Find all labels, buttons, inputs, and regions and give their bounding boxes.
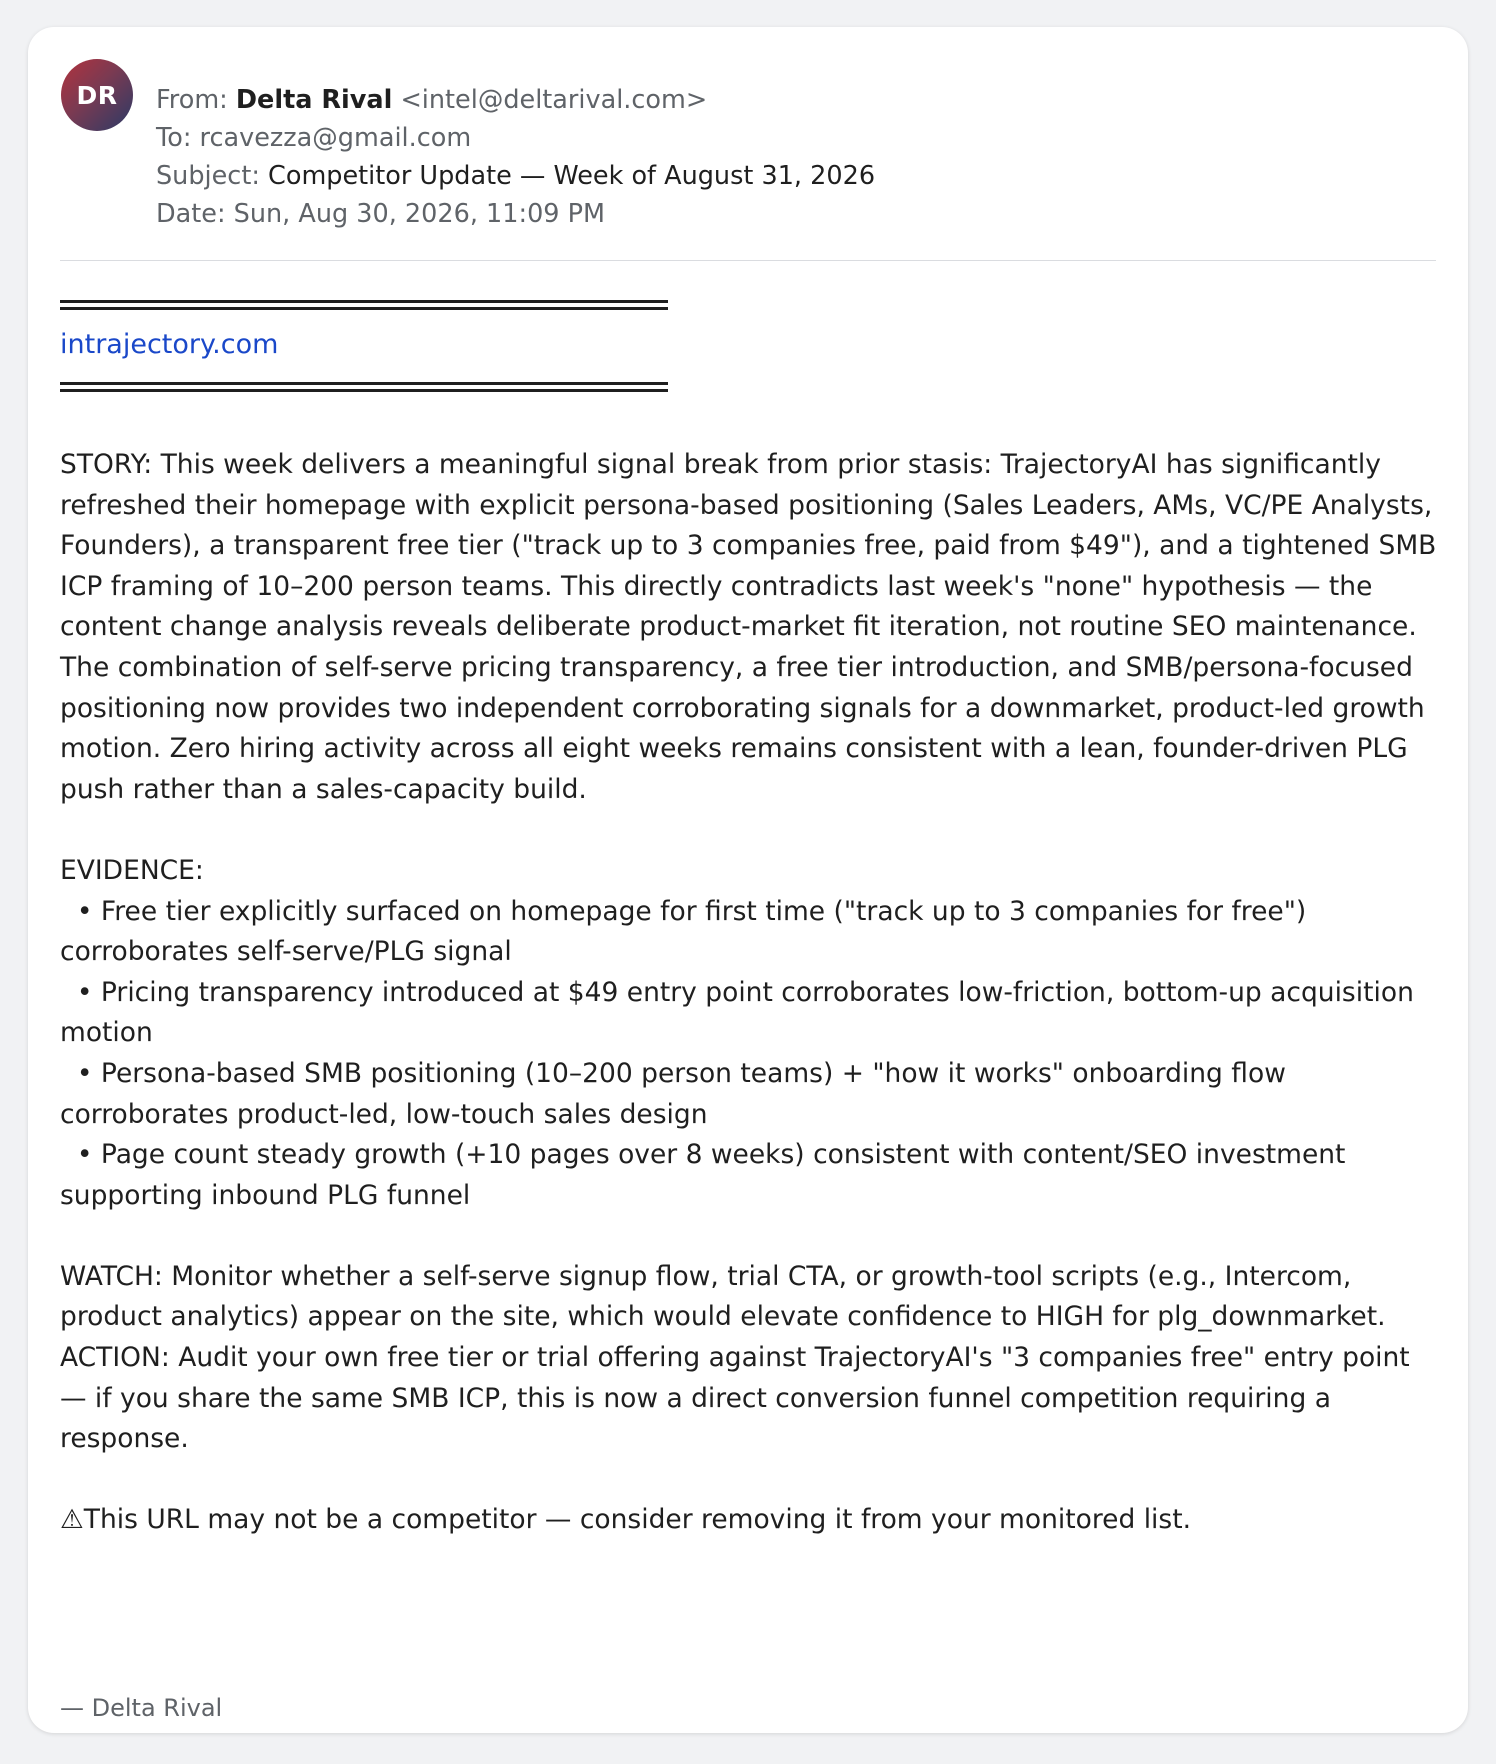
action-paragraph: ACTION: Audit your own free tier or trial offering against TrajectoryAI's "3 companies free" entry point — if you share the same SMB ICP, this is now a direct conversion funnel competition requiring a response. [60,1342,1410,1455]
date-label: Date: [156,199,226,229]
watch-paragraph: WATCH: Monitor whether a self-serve signup flow, trial CTA, or growth-tool scripts (e.g., Intercom, product analytics) appear on the site, which would elevate confidence to HIGH for plg_downmarket. [60,1260,1386,1333]
story-paragraph: STORY: This week delivers a meaningful signal break from prior stasis: TrajectoryAI has significantly refreshed their homepage with explicit persona-based positioning (Sales Leaders, AMs, VC/PE Analysts, Founders), a transparent free tier ("track up to 3 companies free, paid from $49"), and a tightened SMB ICP framing of 10–200 person teams. This directly contradicts last week's "none" hypothesis — the content change analysis reveals deliberate product-market fit iteration, not routine SEO maintenance. The combination of self-serve pricing transparency, a free tier introduction, and SMB/persona-focused positioning now provides two independent corroborating signals for a downmarket, product-led growth motion. Zero hiring activity across all eight weeks remains consistent with a lean, founder-driven PLG push rather than a sales-capacity build. [60,449,1437,805]
email-header [156,81,875,233]
subject-row [156,157,875,195]
to-row [156,119,875,157]
signature: — Delta Rival [60,1694,223,1722]
subject-label: Subject: [156,161,260,191]
header-divider [60,260,1436,261]
avatar-initials: DR [76,80,118,110]
sender-address: <intel@deltarival.com> [400,85,708,115]
email-subject: Competitor Update — Week of August 31, 2026 [268,161,876,191]
from-label: From: [156,85,228,115]
email-card [28,27,1468,1733]
evidence-heading: EVIDENCE: [60,854,204,886]
from-row [156,81,875,119]
competitor-site-link[interactable]: intrajectory.com [60,329,279,360]
avatar [61,59,133,131]
evidence-item: • Persona-based SMB positioning (10–200 person teams) + "how it works" onboarding flow corroborates product-led, low-touch sales design [60,1057,1286,1130]
double-rule-bottom [60,382,668,392]
evidence-item: • Pricing transparency introduced at $49 entry point corroborates low-friction, bottom-up acquisition motion [60,976,1414,1049]
sender-name: Delta Rival [235,85,393,115]
warning-notice: ⚠This URL may not be a competitor — consider removing it from your monitored list. [60,1504,1192,1536]
email-body [60,445,1440,1541]
evidence-item: • Free tier explicitly surfaced on homepage for first time ("track up to 3 companies for free") corroborates self-serve/PLG signal [60,895,1307,968]
to-label: To: [156,123,192,153]
double-rule-top [60,300,668,310]
date-row [156,195,875,233]
email-date: Sun, Aug 30, 2026, 11:09 PM [233,199,606,229]
recipient-address: rcavezza@gmail.com [199,123,472,153]
evidence-item: • Page count steady growth (+10 pages over 8 weeks) consistent with content/SEO investment supporting inbound PLG funnel [60,1139,1346,1211]
